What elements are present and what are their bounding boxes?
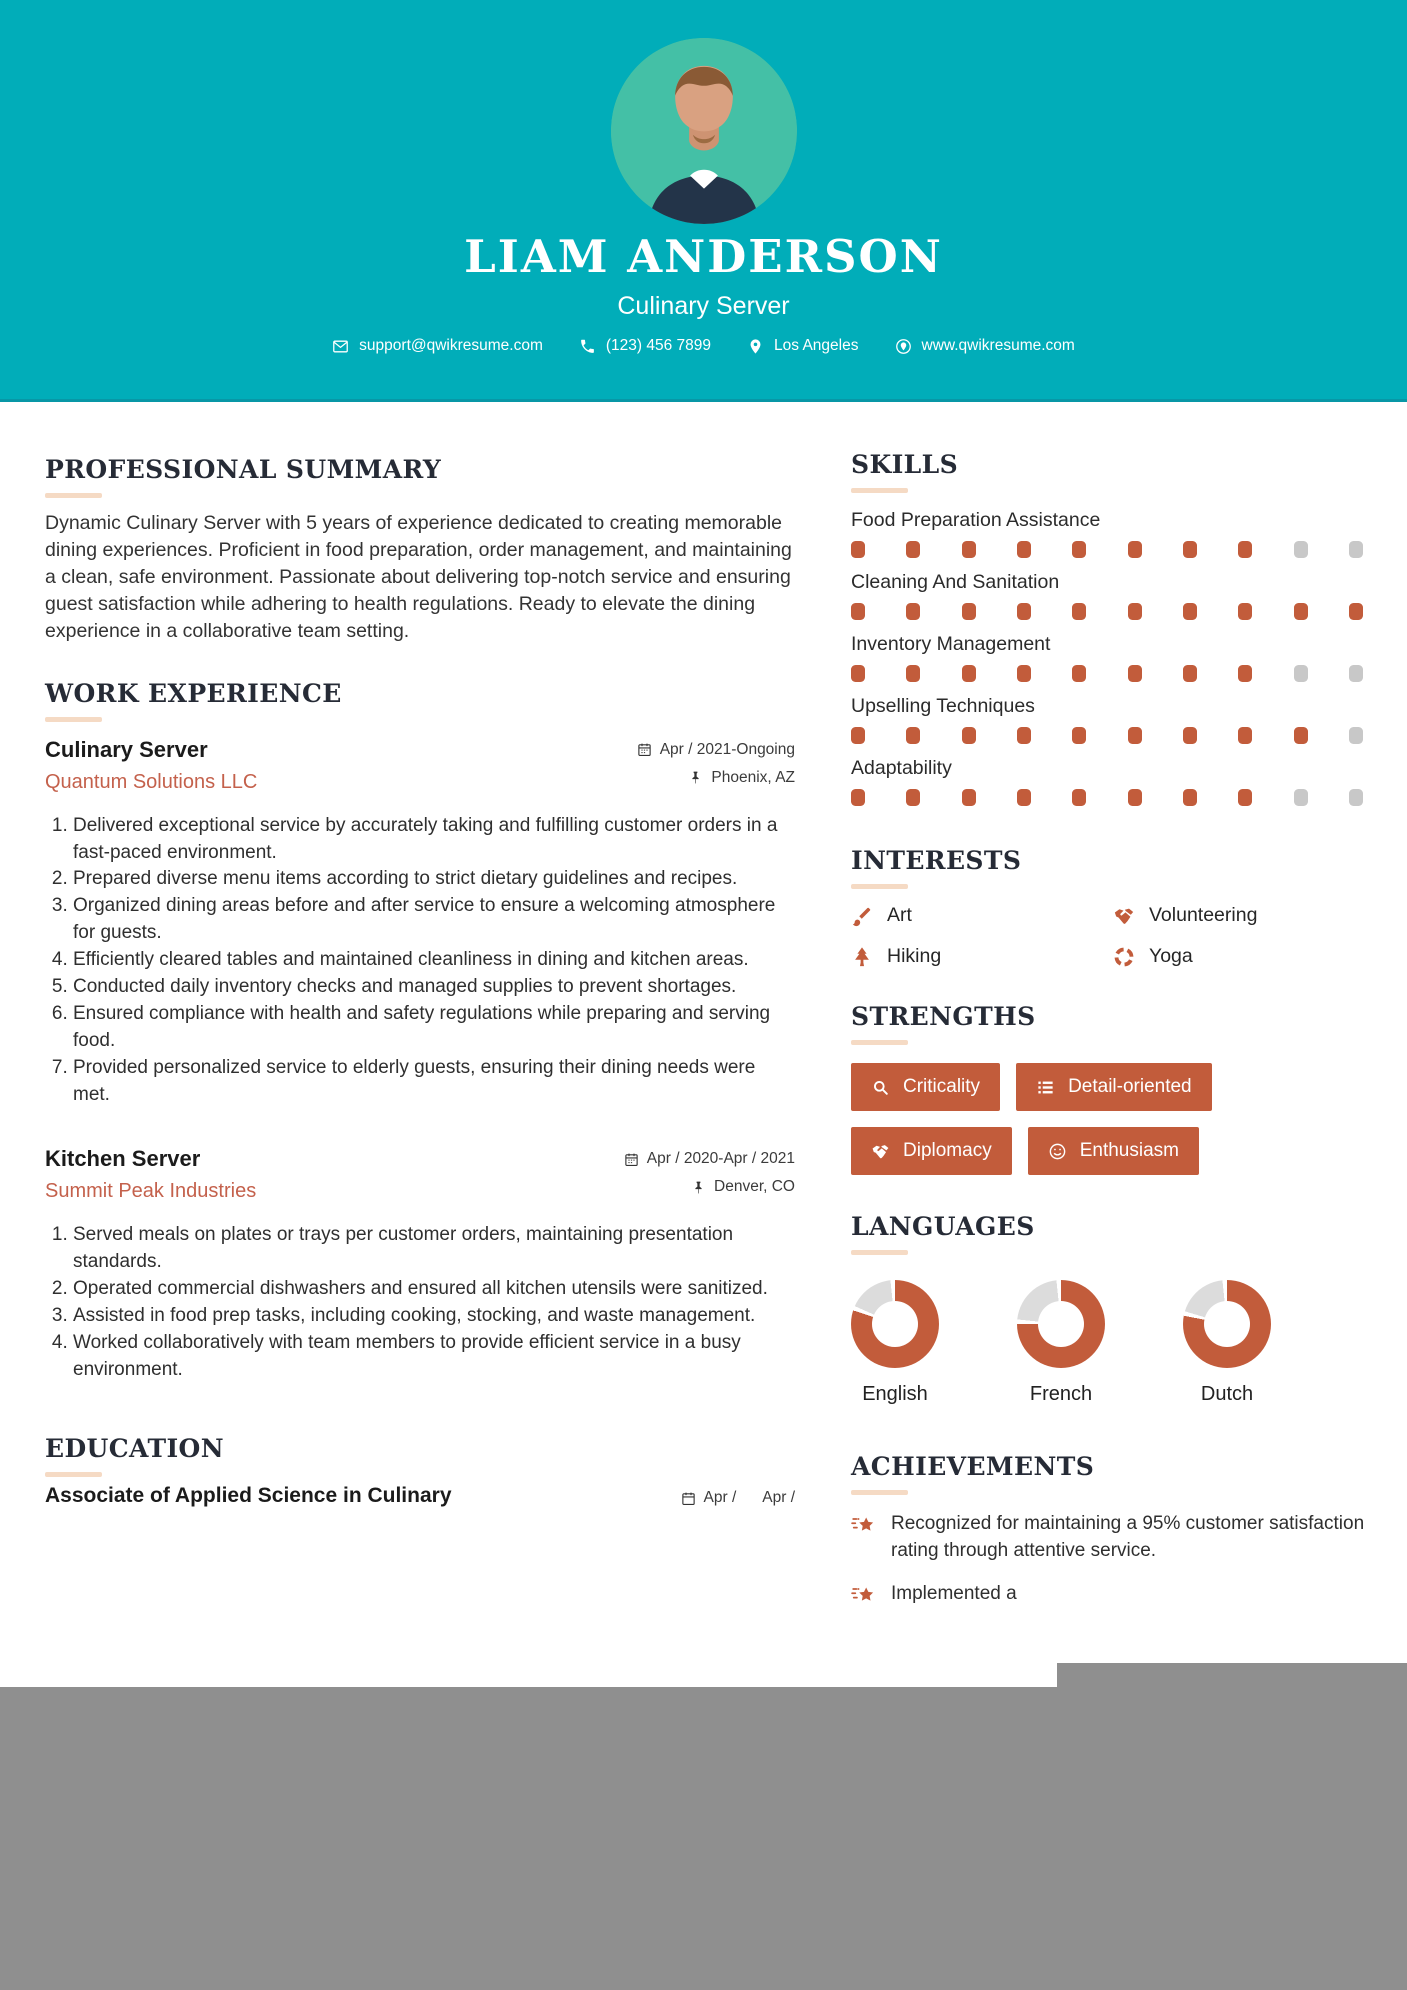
achievements-heading: ACHIEVEMENTS (851, 1452, 1095, 1481)
lifebuoy-icon (1113, 946, 1135, 968)
skill-dot-empty (1349, 789, 1363, 806)
skill-rating (851, 789, 1363, 806)
section-work-experience (45, 679, 795, 1384)
heading-underline (851, 1490, 908, 1495)
language-label: French (1029, 1383, 1093, 1405)
skill-dot-filled (906, 789, 920, 806)
interest-label: Volunteering (1149, 904, 1258, 926)
job-list (45, 737, 795, 1384)
list-icon (1036, 1078, 1055, 1097)
skill-dot-filled (851, 727, 865, 744)
skill-dot-empty (1349, 727, 1363, 744)
job-bullet: 5. Conducted daily inventory checks and managed supplies to prevent shortages. (73, 974, 795, 1001)
achievement-text: Implemented a (891, 1582, 1017, 1604)
skill-dot-filled (1017, 789, 1031, 806)
job-bullet: 4. Worked collaboratively with team members to provide efficient service in a busy environment. (73, 1330, 795, 1384)
skill-entry (851, 571, 1370, 620)
skill-dot-filled (1072, 603, 1086, 620)
calendar-icon (681, 1491, 696, 1506)
language-donut-chart (1017, 1280, 1105, 1368)
magnifier-icon (871, 1078, 890, 1097)
shooting-star-icon (851, 1583, 877, 1609)
education-date-start: Apr / (681, 1488, 737, 1508)
interest-item (1113, 945, 1370, 968)
heading-underline (45, 493, 102, 498)
contact-item[interactable] (332, 337, 543, 355)
interest-label: Yoga (1149, 945, 1193, 967)
work-experience-heading: WORK EXPERIENCE (45, 678, 342, 708)
job-bullet: 1. Delivered exceptional service by accurately taking and fulfilling customer orders in a fast-paced environment. (73, 813, 795, 867)
languages-heading: LANGUAGES (851, 1212, 1035, 1241)
job-entry (45, 737, 795, 1110)
shooting-star-icon (851, 1513, 877, 1565)
skill-dot-filled (906, 665, 920, 682)
skill-dot-filled (1128, 603, 1142, 620)
resume-header (0, 0, 1407, 402)
pushpin-icon (688, 770, 703, 785)
interest-item (1113, 904, 1370, 927)
contact-text: (123) 456 7899 (605, 337, 712, 354)
smiley-icon (1048, 1142, 1067, 1161)
skill-dot-filled (851, 603, 865, 620)
summary-heading: PROFESSIONAL SUMMARY (45, 455, 442, 484)
skill-dot-filled (851, 789, 865, 806)
job-bullet: 4. Efficiently cleared tables and maintained cleanliness in dining and kitchen areas. (73, 947, 795, 974)
skill-dot-filled (962, 541, 976, 558)
contact-item[interactable] (895, 337, 1075, 355)
strengths-heading: STRENGTHS (851, 1002, 1036, 1031)
job-location: Denver, CO (624, 1178, 795, 1196)
skills-heading: SKILLS (851, 450, 959, 479)
section-skills (851, 450, 1370, 806)
heading-underline (45, 717, 102, 722)
language-label: English (862, 1383, 928, 1405)
section-strengths (851, 1002, 1370, 1175)
donut-hole (1204, 1301, 1250, 1347)
job-title: Kitchen Server (45, 1146, 201, 1172)
heading-underline (851, 488, 908, 493)
job-location: Phoenix, AZ (637, 769, 795, 787)
skill-dot-filled (1294, 727, 1308, 744)
skill-name: Inventory Management (851, 633, 1051, 655)
skill-dot-filled (1072, 541, 1086, 558)
skill-dot-filled (851, 665, 865, 682)
job-company: Quantum Solutions LLC (45, 770, 258, 793)
skill-rating (851, 727, 1363, 744)
job-bullet: 1. Served meals on plates or trays per customer orders, maintaining presentation standards. (73, 1222, 795, 1276)
skill-rating (851, 665, 1363, 682)
job-bullet: 2. Operated commercial dishwashers and ensured all kitchen utensils were sanitized. (73, 1276, 795, 1303)
strength-chip (851, 1127, 1012, 1175)
skill-dot-filled (1183, 789, 1197, 806)
envelope-icon (332, 338, 349, 355)
skill-dot-filled (1128, 789, 1142, 806)
strength-chip (851, 1063, 1000, 1111)
skill-dot-filled (1017, 541, 1031, 558)
skill-dot-filled (1238, 665, 1252, 682)
job-date: Apr / 2021-Ongoing (637, 741, 795, 759)
section-languages (851, 1212, 1370, 1406)
skill-name: Upselling Techniques (851, 695, 1035, 717)
skill-dot-filled (1128, 665, 1142, 682)
skill-dot-empty (1294, 541, 1308, 558)
skill-dot-empty (1349, 665, 1363, 682)
skill-entry (851, 509, 1370, 558)
skill-dot-filled (1294, 603, 1308, 620)
interests-heading: INTERESTS (851, 846, 1022, 875)
achievement-item (851, 1511, 1370, 1565)
skill-dot-filled (1072, 789, 1086, 806)
skill-name: Food Preparation Assistance (851, 509, 1101, 531)
skill-entry (851, 695, 1370, 744)
skill-dot-filled (1017, 665, 1031, 682)
skill-name: Adaptability (851, 757, 952, 779)
language-label: Dutch (1200, 1383, 1254, 1405)
skill-dot-empty (1294, 789, 1308, 806)
language-donut-chart (1183, 1280, 1271, 1368)
skill-dot-filled (1238, 541, 1252, 558)
skill-dot-filled (962, 665, 976, 682)
website-pin-icon (895, 338, 912, 355)
donut-hole (872, 1301, 918, 1347)
skill-dot-empty (1294, 665, 1308, 682)
left-column (45, 455, 795, 1508)
achievement-list (851, 1511, 1370, 1609)
education-degree: Associate of Applied Science in Culinary (45, 1484, 452, 1507)
calendar-icon (624, 1152, 639, 1167)
skill-dot-filled (1349, 603, 1363, 620)
skill-dot-filled (1072, 665, 1086, 682)
interest-item (851, 945, 1113, 968)
skill-dot-empty (1349, 541, 1363, 558)
skill-dot-filled (962, 603, 976, 620)
contact-item (579, 337, 711, 355)
strength-label: Detail-oriented (1068, 1076, 1192, 1097)
job-bullet: 2. Prepared diverse menu items according to strict dietary guidelines and recipes. (73, 866, 795, 893)
education-entry (45, 1484, 795, 1508)
strength-label: Enthusiasm (1079, 1140, 1179, 1161)
skill-dot-filled (906, 603, 920, 620)
skill-entry (851, 757, 1370, 806)
contact-text: support@qwikresume.com (359, 337, 543, 354)
skill-entry (851, 633, 1370, 682)
strength-label: Diplomacy (903, 1140, 992, 1161)
skill-dot-filled (1072, 727, 1086, 744)
pushpin-icon (691, 1180, 706, 1195)
section-education (45, 1434, 795, 1508)
language-item (851, 1280, 939, 1406)
contact-bar (0, 337, 1407, 355)
skill-dot-filled (1238, 603, 1252, 620)
skill-dot-filled (1238, 727, 1252, 744)
candidate-job-title: Culinary Server (617, 292, 790, 320)
skill-dot-filled (1238, 789, 1252, 806)
achievement-text: Recognized for maintaining a 95% customer satisfaction rating through attentive service. (891, 1513, 1365, 1561)
job-bullet: 7. Provided personalized service to elderly guests, ensuring their dining needs were met. (73, 1055, 795, 1109)
language-donut-chart (851, 1280, 939, 1368)
interest-label: Art (887, 904, 912, 926)
skill-dot-filled (1183, 541, 1197, 558)
skill-name: Cleaning And Sanitation (851, 571, 1060, 593)
job-bullet: 3. Organized dining areas before and after service to ensure a welcoming atmosphere for guests. (73, 893, 795, 947)
interest-grid (851, 904, 1370, 968)
section-interests (851, 846, 1370, 968)
job-bullet-list (45, 1222, 795, 1384)
skill-dot-filled (906, 727, 920, 744)
candidate-name: LIAM ANDERSON (464, 230, 943, 283)
section-professional-summary (45, 455, 795, 645)
contact-item (747, 337, 858, 355)
handshake-icon (871, 1142, 890, 1161)
donut-hole (1038, 1301, 1084, 1347)
skill-dot-filled (906, 541, 920, 558)
contact-text: www.qwikresume.com (921, 337, 1075, 354)
phone-icon (579, 338, 596, 355)
person-portrait-illustration (611, 38, 797, 224)
skill-dot-filled (1183, 727, 1197, 744)
heading-underline (851, 884, 908, 889)
strength-label: Criticality (903, 1076, 981, 1097)
heading-underline (851, 1040, 908, 1045)
job-bullet-list (45, 813, 795, 1110)
skill-dot-filled (962, 789, 976, 806)
achievement-item (851, 1581, 1370, 1609)
skill-dot-filled (962, 727, 976, 744)
strength-chip (1016, 1063, 1212, 1111)
skill-rating (851, 541, 1363, 558)
job-company: Summit Peak Industries (45, 1180, 257, 1203)
location-pin-icon (747, 338, 764, 355)
paintbrush-icon (851, 905, 873, 927)
screenshot-gray-cutoff-bottom (0, 1687, 1407, 1990)
education-date-end: Apr / (762, 1489, 795, 1506)
skill-dot-filled (1183, 665, 1197, 682)
job-title: Culinary Server (45, 736, 208, 762)
skill-dot-filled (851, 541, 865, 558)
job-bullet: 3. Assisted in food prep tasks, including cooking, stocking, and waste management. (73, 1303, 795, 1330)
job-entry (45, 1146, 795, 1384)
strength-chips (851, 1063, 1281, 1175)
summary-text: Dynamic Culinary Server with 5 years of experience dedicated to creating memorable dining experiences. Proficient in food preparation, order management, and maintaining a clean, safe environment. Passionate about delivering top-notch service and ensuring guest satisfaction while adhering to health regulations. Ready to elevate the dining experience in a collaborative team setting. (45, 512, 792, 642)
section-achievements (851, 1452, 1370, 1609)
contact-text: Los Angeles (774, 337, 859, 354)
skill-dot-filled (1017, 603, 1031, 620)
job-date: Apr / 2020-Apr / 2021 (624, 1150, 795, 1168)
interest-item (851, 904, 1113, 927)
strength-chip (1028, 1127, 1199, 1175)
skill-list (851, 509, 1370, 806)
heading-underline (45, 1472, 102, 1477)
language-item (1017, 1280, 1105, 1406)
language-item (1183, 1280, 1271, 1406)
language-list (851, 1280, 1370, 1406)
right-column (851, 450, 1370, 1609)
skill-dot-filled (1017, 727, 1031, 744)
skill-rating (851, 603, 1363, 620)
education-heading: EDUCATION (45, 1434, 224, 1463)
calendar-icon (637, 742, 652, 757)
heading-underline (851, 1250, 908, 1255)
job-bullet: 6. Ensured compliance with health and safety regulations while preparing and serving food. (73, 1001, 795, 1055)
skill-dot-filled (1128, 541, 1142, 558)
skill-dot-filled (1128, 727, 1142, 744)
skill-dot-filled (1183, 603, 1197, 620)
tree-icon (851, 946, 873, 968)
handshake-icon (1113, 905, 1135, 927)
profile-photo (611, 38, 797, 224)
interest-label: Hiking (887, 945, 942, 967)
